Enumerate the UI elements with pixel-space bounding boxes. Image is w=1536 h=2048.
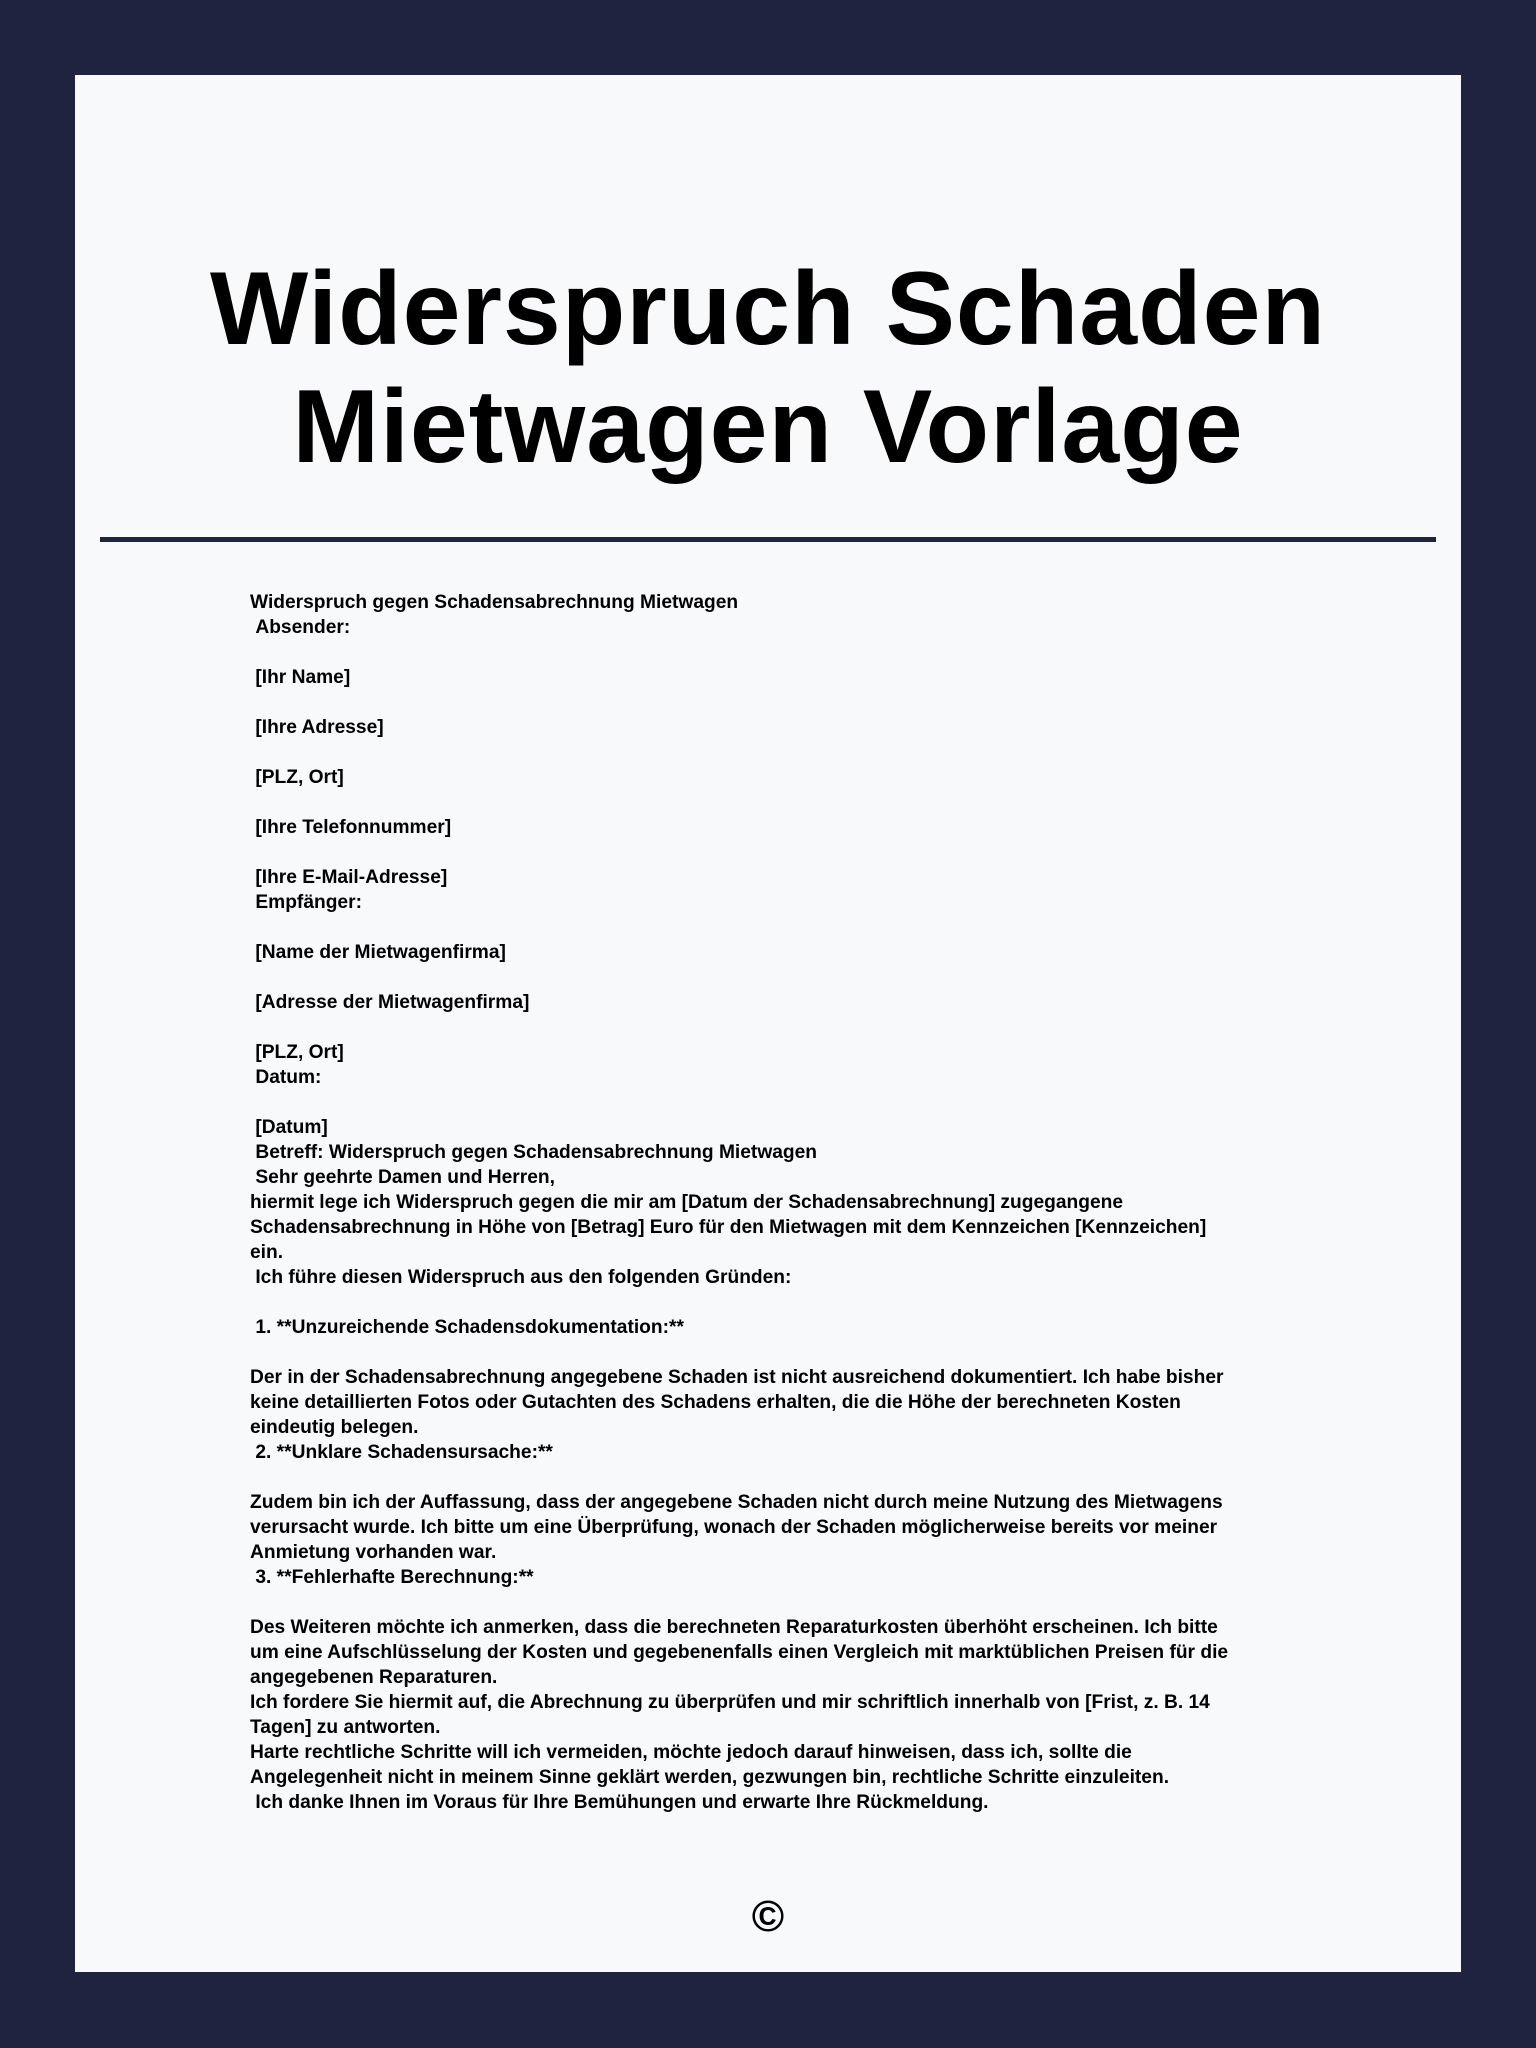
letter-line: Zudem bin ich der Auffassung, dass der angegebene Schaden nicht durch meine Nutzung des Mietwagens [250,1492,1223,1513]
letter-line: hiermit lege ich Widerspruch gegen die mir am [Datum der Schadensabrechnung] zugegangene [250,1192,1124,1213]
letter-line: Angelegenheit nicht in meinem Sinne geklärt werden, gezwungen bin, rechtliche Schritte einzuleiten. [250,1767,1170,1788]
letter-line: Empfänger: [250,892,362,913]
letter-line: [Adresse der Mietwagenfirma] [250,992,530,1013]
letter-line: [Ihre Adresse] [250,717,384,738]
letter-line: [PLZ, Ort] [250,767,344,788]
blank-line [250,1290,1370,1315]
letter-line: eindeutig belegen. [250,1417,419,1438]
document-page [75,75,1461,1972]
blank-line [250,690,1370,715]
letter-line: um eine Aufschlüsselung der Kosten und gegebenenfalls einen Vergleich mit marktüblichen Preisen für die [250,1642,1229,1663]
document-title [75,250,1461,486]
letter-line: Widerspruch gegen Schadensabrechnung Mietwagen [250,592,739,613]
letter-line: Schadensabrechnung in Höhe von [Betrag] Euro für den Mietwagen mit dem Kennzeichen [Kennzeichen] [250,1217,1207,1238]
blank-line [250,640,1370,665]
letter-line: Harte rechtliche Schritte will ich vermeiden, möchte jedoch darauf hinweisen, dass ich, sollte die [250,1742,1132,1763]
letter-line: Der in der Schadensabrechnung angegebene Schaden ist nicht ausreichend dokumentiert. Ich habe bisher [250,1367,1224,1388]
letter-line: 1. **Unzureichende Schadensdokumentation:** [250,1317,684,1338]
letter-line: 3. **Fehlerhafte Berechnung:** [250,1567,534,1588]
title-line-2: Mietwagen Vorlage [292,369,1244,485]
letter-line: [Ihr Name] [250,667,351,688]
letter-body [250,590,1370,1815]
letter-line: keine detaillierten Fotos oder Gutachten des Schadens erhalten, die die Höhe der berechneten Kosten [250,1392,1181,1413]
copyright-symbol: © [751,1892,785,1941]
blank-line [250,790,1370,815]
letter-line: Tagen] zu antworten. [250,1717,441,1738]
title-line-1: Widerspruch Schaden [209,251,1327,367]
letter-line: [Ihre E-Mail-Adresse] [250,867,448,888]
letter-line: Betreff: Widerspruch gegen Schadensabrechnung Mietwagen [250,1142,818,1163]
letter-line: Datum: [250,1067,322,1088]
letter-line: verursacht wurde. Ich bitte um eine Überprüfung, wonach der Schaden möglicherweise bereits vor meiner [250,1517,1218,1538]
blank-line [250,915,1370,940]
blank-line [250,840,1370,865]
letter-line: [Ihre Telefonnummer] [250,817,452,838]
letter-line: Sehr geehrte Damen und Herren, [250,1167,555,1188]
blank-line [250,1340,1370,1365]
letter-line: Anmietung vorhanden war. [250,1542,497,1563]
letter-line: [Name der Mietwagenfirma] [250,942,506,963]
blank-line [250,965,1370,990]
letter-line: ein. [250,1242,284,1263]
title-divider [100,537,1436,542]
letter-line: Des Weiteren möchte ich anmerken, dass die berechneten Reparaturkosten überhöht erscheinen. Ich bitte [250,1617,1218,1638]
blank-line [250,1090,1370,1115]
blank-line [250,740,1370,765]
letter-line: 2. **Unklare Schadensursache:** [250,1442,553,1463]
blank-line [250,1590,1370,1615]
letter-line: Absender: [250,617,351,638]
blank-line [250,1015,1370,1040]
letter-line: Ich führe diesen Widerspruch aus den folgenden Gründen: [250,1267,792,1288]
letter-line: [Datum] [250,1117,328,1138]
letter-line: angegebenen Reparaturen. [250,1667,498,1688]
letter-line: [PLZ, Ort] [250,1042,344,1063]
letter-line: Ich danke Ihnen im Voraus für Ihre Bemühungen und erwarte Ihre Rückmeldung. [250,1792,989,1813]
blank-line [250,1465,1370,1490]
letter-line: Ich fordere Sie hiermit auf, die Abrechnung zu überprüfen und mir schriftlich innerhalb von [Frist, z. B. 14 [250,1692,1210,1713]
